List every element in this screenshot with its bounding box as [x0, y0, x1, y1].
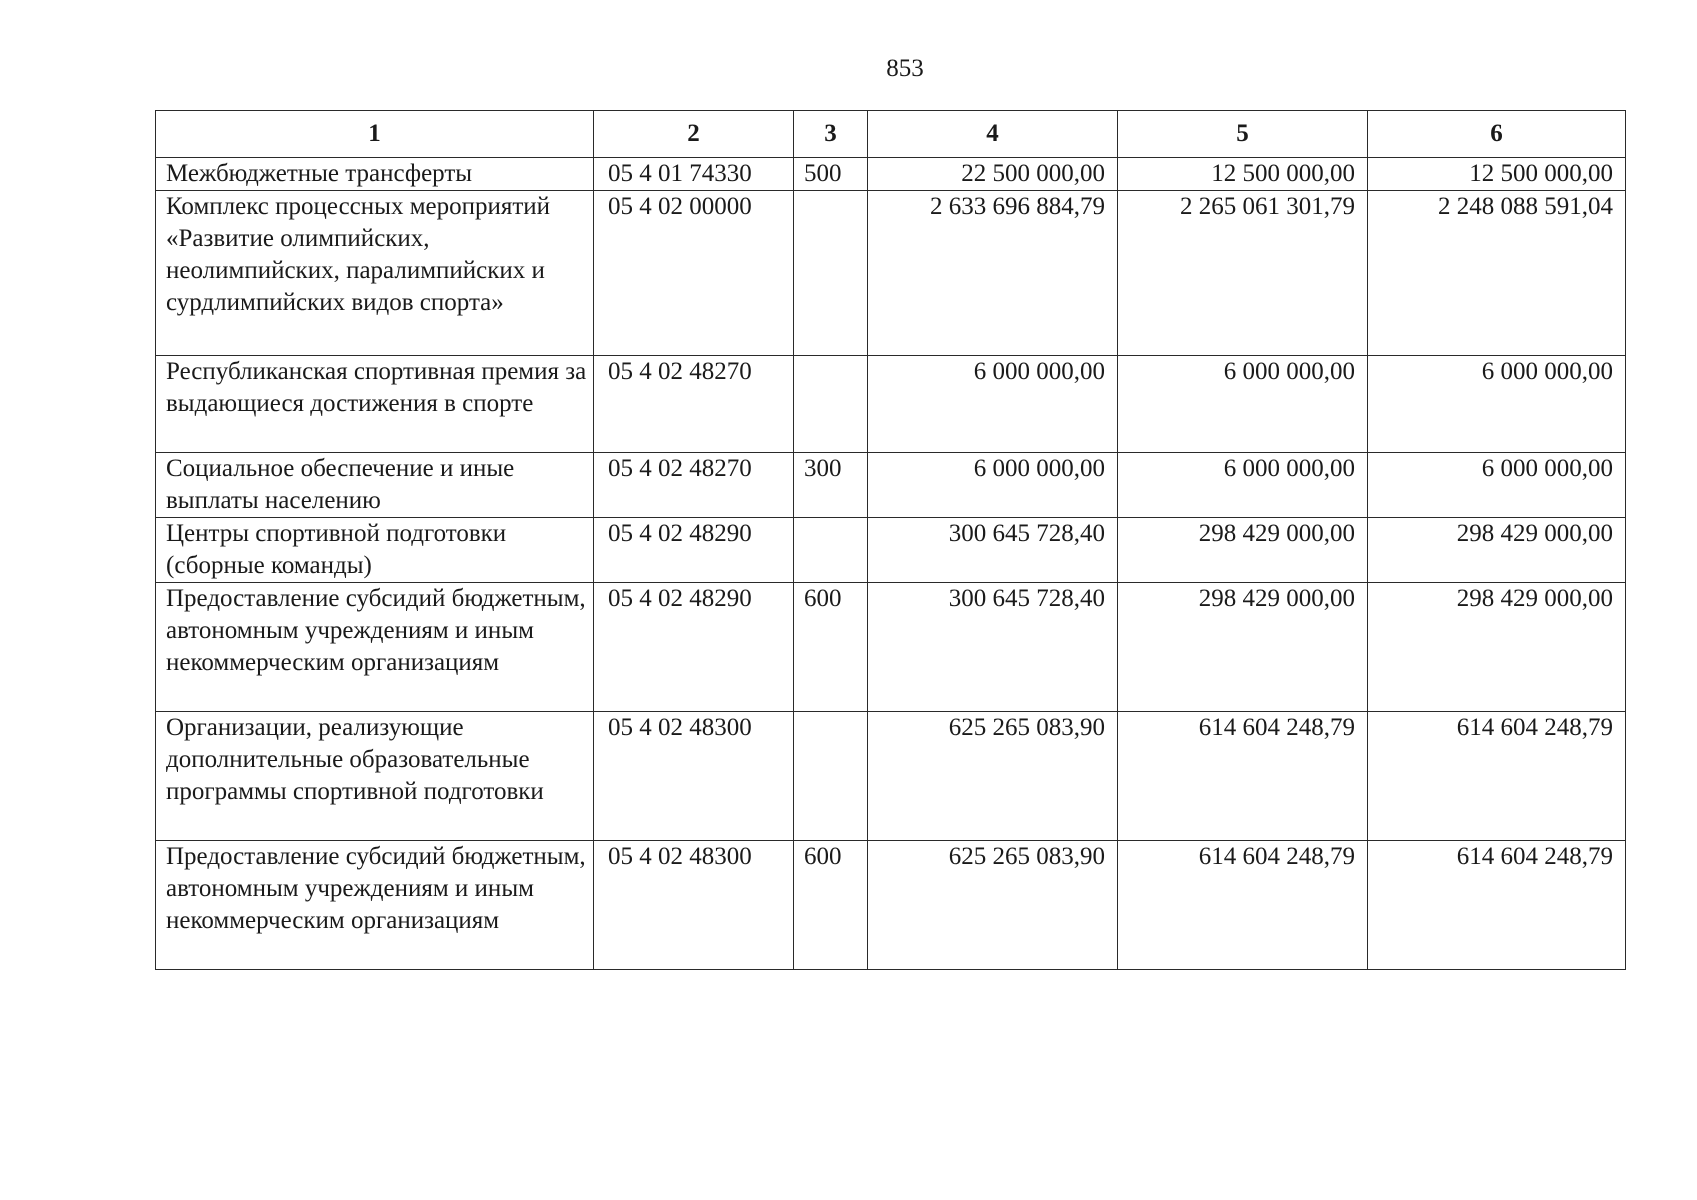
row-type [794, 518, 868, 583]
row-name: Организации, реализующие дополнительные образовательные программы спортивной подготовки [156, 712, 594, 841]
table-row [156, 841, 1626, 970]
table-row [156, 453, 1626, 518]
row-name: Межбюджетные трансферты [156, 158, 594, 191]
row-value-6: 298 429 000,00 [1368, 583, 1626, 712]
row-value-4: 6 000 000,00 [868, 453, 1118, 518]
row-value-5: 2 265 061 301,79 [1118, 191, 1368, 356]
row-name: Центры спортивной подготовки (сборные команды) [156, 518, 594, 583]
row-value-4: 300 645 728,40 [868, 583, 1118, 712]
row-value-6: 6 000 000,00 [1368, 356, 1626, 453]
table-row [156, 583, 1626, 712]
header-row [156, 111, 1626, 158]
row-name: Предоставление субсидий бюджетным, автономным учреждениям и иным некоммерческим организациям [156, 841, 594, 970]
row-value-6: 614 604 248,79 [1368, 712, 1626, 841]
row-name: Комплекс процессных мероприятий «Развитие олимпийских, неолимпийских, паралимпийских и сурдлимпийских видов спорта» [156, 191, 594, 356]
table-row [156, 712, 1626, 841]
row-code: 05 4 02 00000 [594, 191, 794, 356]
row-value-4: 6 000 000,00 [868, 356, 1118, 453]
row-name: Республиканская спортивная премия за выдающиеся достижения в спорте [156, 356, 594, 453]
row-type: 600 [794, 841, 868, 970]
table-row [156, 158, 1626, 191]
row-value-5: 12 500 000,00 [1118, 158, 1368, 191]
row-name: Предоставление субсидий бюджетным, автономным учреждениям и иным некоммерческим организациям [156, 583, 594, 712]
row-value-6: 298 429 000,00 [1368, 518, 1626, 583]
page-number: 853 [886, 55, 924, 82]
row-type [794, 191, 868, 356]
row-value-5: 6 000 000,00 [1118, 453, 1368, 518]
row-type: 500 [794, 158, 868, 191]
column-header-6: 6 [1368, 111, 1626, 158]
row-code: 05 4 02 48300 [594, 841, 794, 970]
row-type [794, 712, 868, 841]
row-value-5: 298 429 000,00 [1118, 583, 1368, 712]
row-code: 05 4 02 48270 [594, 356, 794, 453]
table-row [156, 191, 1626, 356]
row-type [794, 356, 868, 453]
table-row [156, 518, 1626, 583]
row-code: 05 4 01 74330 [594, 158, 794, 191]
row-value-4: 625 265 083,90 [868, 841, 1118, 970]
row-type: 300 [794, 453, 868, 518]
row-value-6: 614 604 248,79 [1368, 841, 1626, 970]
table-row [156, 356, 1626, 453]
row-code: 05 4 02 48300 [594, 712, 794, 841]
row-value-5: 298 429 000,00 [1118, 518, 1368, 583]
row-value-4: 2 633 696 884,79 [868, 191, 1118, 356]
row-value-5: 614 604 248,79 [1118, 841, 1368, 970]
row-value-6: 6 000 000,00 [1368, 453, 1626, 518]
row-value-5: 6 000 000,00 [1118, 356, 1368, 453]
column-header-4: 4 [868, 111, 1118, 158]
row-name: Социальное обеспечение и иные выплаты населению [156, 453, 594, 518]
row-value-4: 22 500 000,00 [868, 158, 1118, 191]
column-header-2: 2 [594, 111, 794, 158]
row-type: 600 [794, 583, 868, 712]
row-value-6: 12 500 000,00 [1368, 158, 1626, 191]
row-code: 05 4 02 48290 [594, 518, 794, 583]
row-code: 05 4 02 48270 [594, 453, 794, 518]
row-code: 05 4 02 48290 [594, 583, 794, 712]
row-value-6: 2 248 088 591,04 [1368, 191, 1626, 356]
column-header-3: 3 [794, 111, 868, 158]
column-header-5: 5 [1118, 111, 1368, 158]
row-value-4: 300 645 728,40 [868, 518, 1118, 583]
row-value-4: 625 265 083,90 [868, 712, 1118, 841]
column-header-1: 1 [156, 111, 594, 158]
row-value-5: 614 604 248,79 [1118, 712, 1368, 841]
budget-table [155, 110, 1626, 970]
